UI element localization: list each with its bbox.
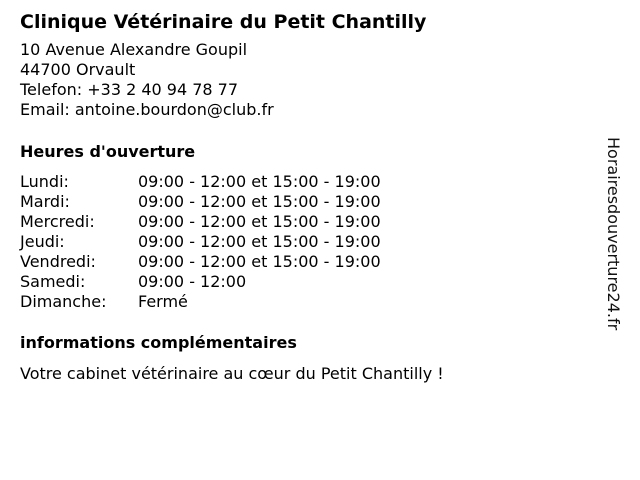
email-line: Email: antoine.bourdon@club.fr	[20, 100, 274, 119]
phone-line: Telefon: +33 2 40 94 78 77	[20, 80, 239, 99]
opening-hours-table	[20, 172, 600, 312]
additional-info-text: Votre cabinet vétérinaire au cœur du Petit Chantilly !	[20, 364, 444, 383]
hours-row-wednesday	[20, 212, 600, 232]
day-label: Mercredi:	[20, 212, 95, 231]
business-name: Clinique Vétérinaire du Petit Chantilly	[20, 11, 427, 33]
opening-hours-heading: Heures d'ouverture	[20, 142, 196, 161]
hours-row-thursday	[20, 232, 600, 252]
hours-row-tuesday	[20, 192, 600, 212]
day-label: Mardi:	[20, 192, 70, 211]
time-range: Fermé	[138, 292, 188, 311]
time-range: 09:00 - 12:00 et 15:00 - 19:00	[138, 212, 381, 231]
hours-row-friday	[20, 252, 600, 272]
time-range: 09:00 - 12:00	[138, 272, 247, 291]
day-label: Jeudi:	[20, 232, 65, 251]
day-label: Vendredi:	[20, 252, 96, 271]
time-range: 09:00 - 12:00 et 15:00 - 19:00	[138, 232, 381, 251]
day-label: Dimanche:	[20, 292, 107, 311]
time-range: 09:00 - 12:00 et 15:00 - 19:00	[138, 192, 381, 211]
hours-row-saturday	[20, 272, 600, 292]
time-range: 09:00 - 12:00 et 15:00 - 19:00	[138, 252, 381, 271]
time-range: 09:00 - 12:00 et 15:00 - 19:00	[138, 172, 381, 191]
day-label: Samedi:	[20, 272, 86, 291]
business-card	[20, 8, 600, 384]
address-street: 10 Avenue Alexandre Goupil	[20, 40, 248, 59]
hours-row-sunday	[20, 292, 600, 312]
address-city: 44700 Orvault	[20, 60, 136, 79]
hours-row-monday	[20, 172, 600, 192]
contact-block	[20, 40, 600, 120]
day-label: Lundi:	[20, 172, 69, 191]
site-watermark: Horairesdouverture24.fr	[604, 137, 623, 331]
additional-info-heading: informations complémentaires	[20, 333, 297, 352]
